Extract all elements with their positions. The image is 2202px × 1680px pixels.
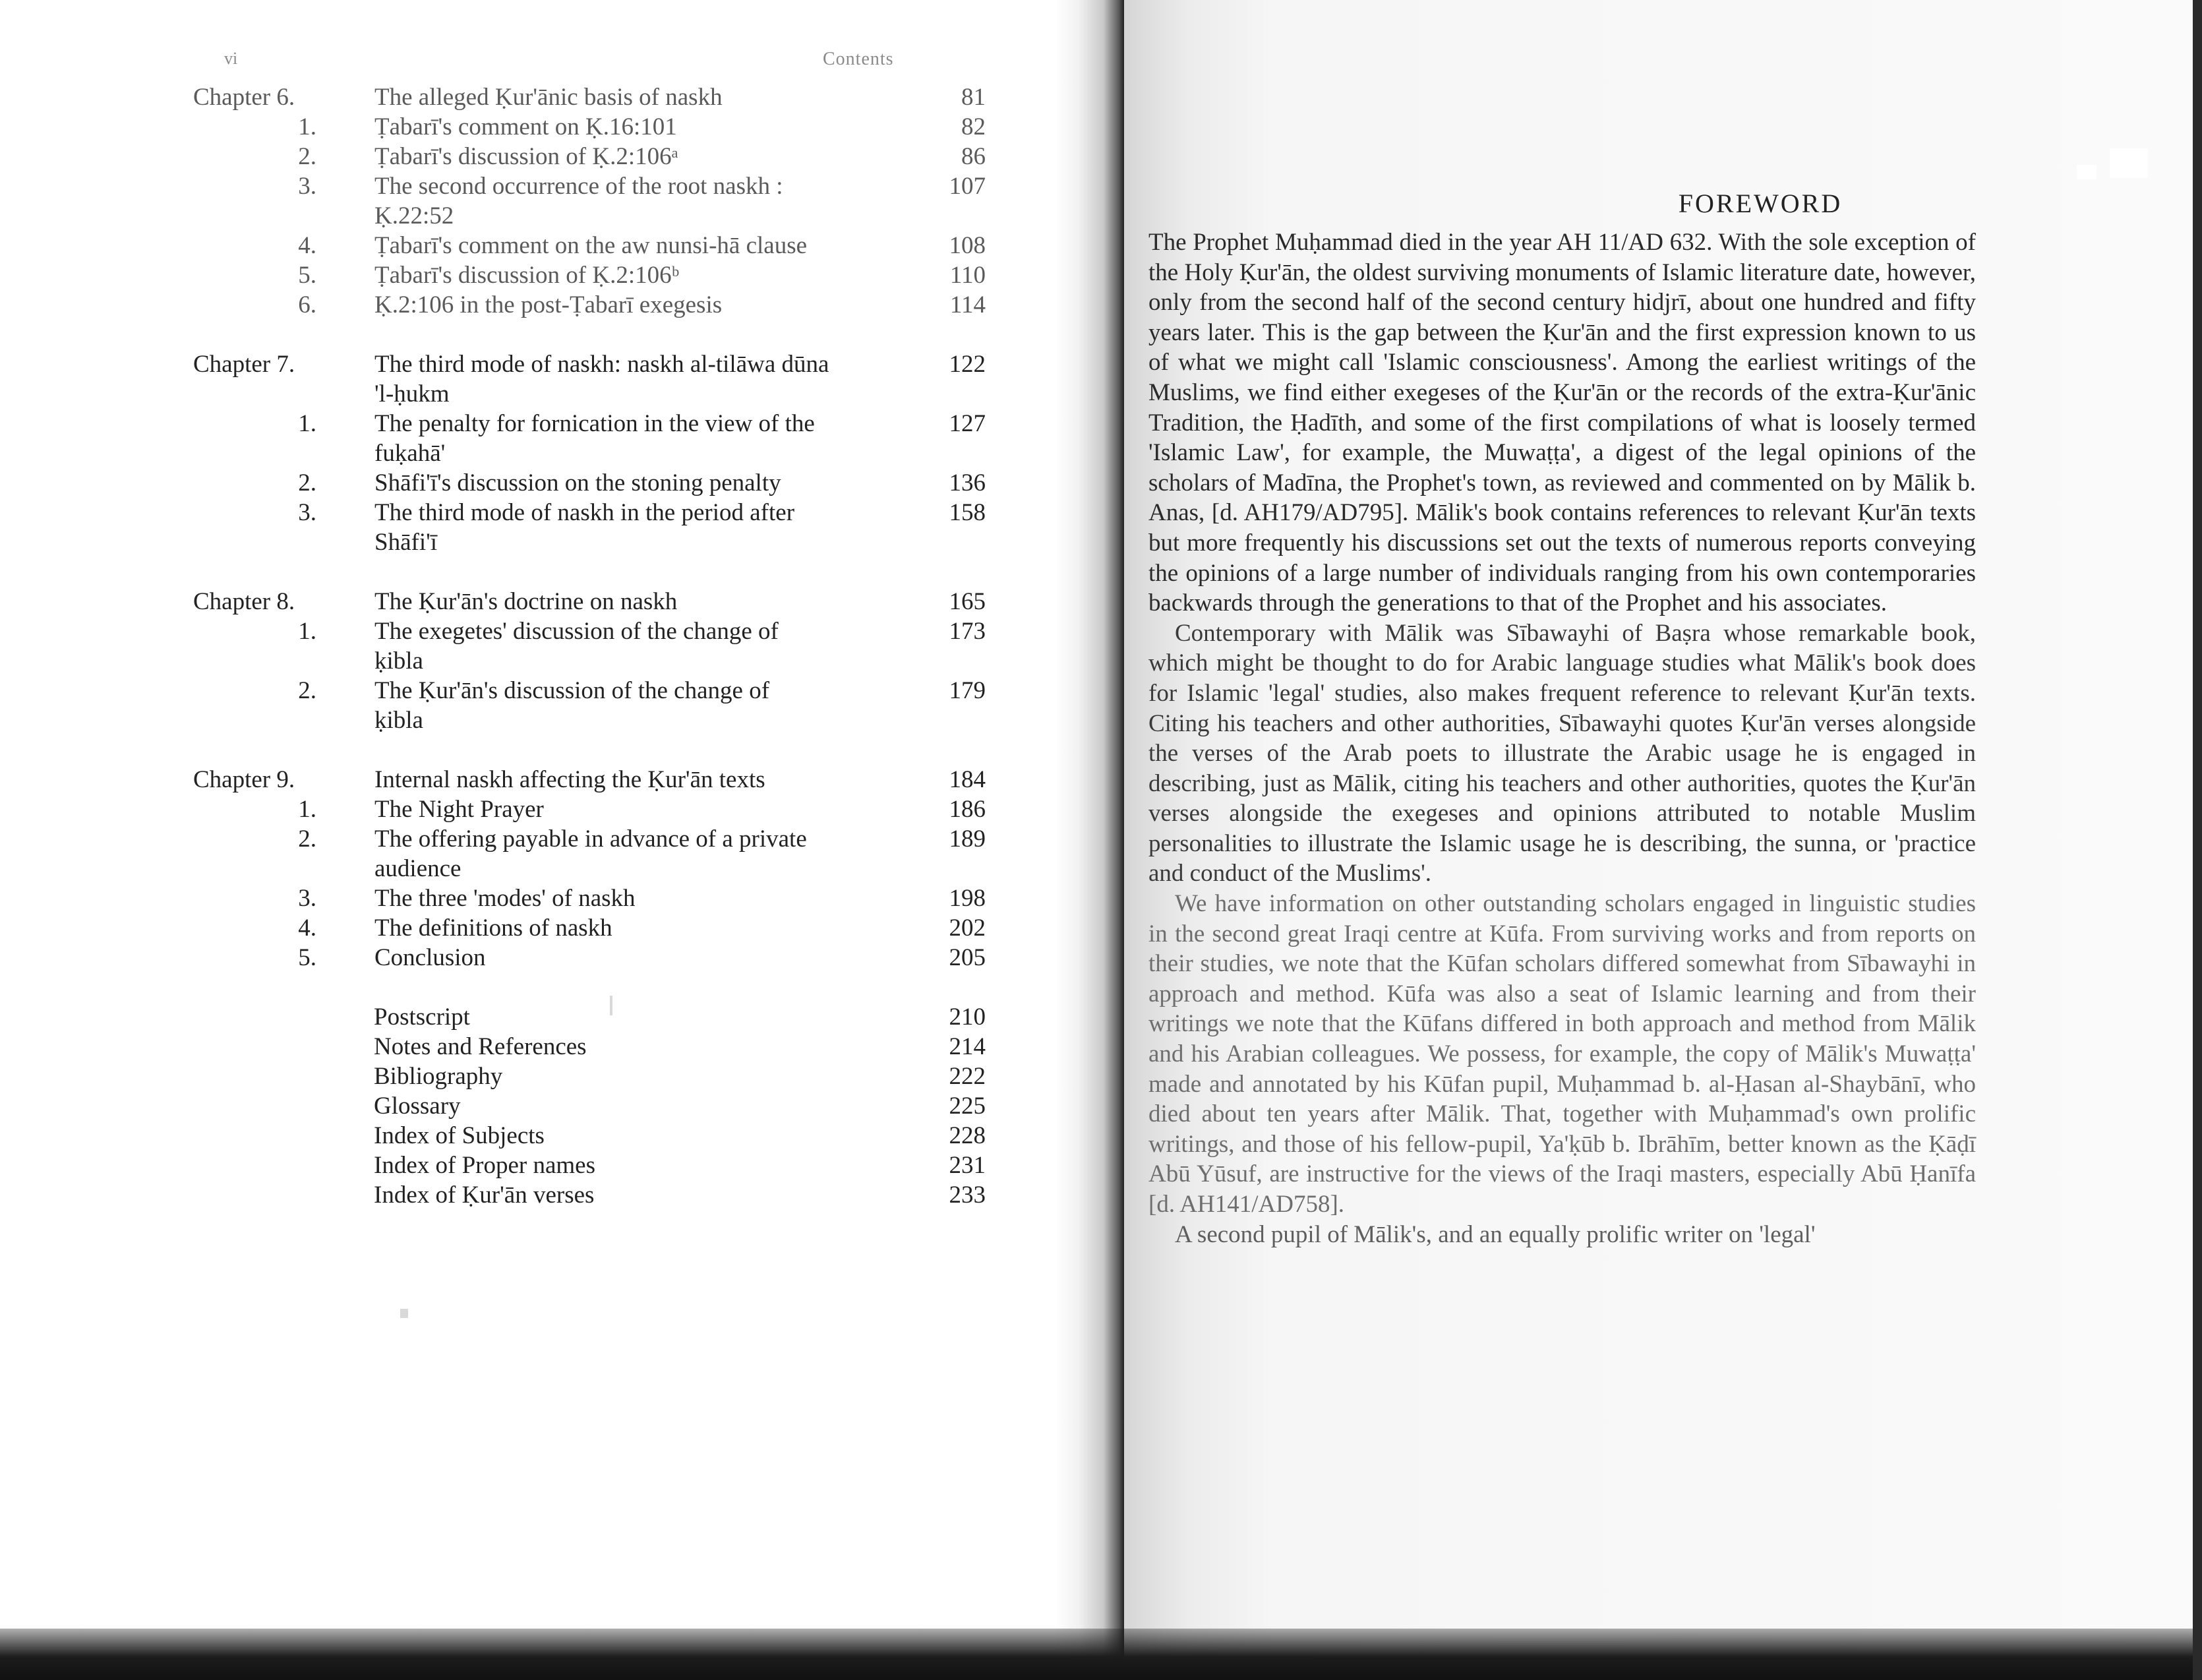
toc-section-row[interactable] — [0, 142, 1055, 171]
section-title-line1: The third mode of naskh in the period after — [374, 499, 795, 526]
section-number: 3. — [298, 885, 316, 912]
toc-chapter-9 — [0, 765, 1055, 973]
section-number: 1. — [298, 410, 316, 437]
section-number: 2. — [298, 825, 316, 853]
foreword-title: FOREWORD — [1678, 189, 1843, 218]
section-title-line1: The Ḳur'ān's discussion of the change of — [374, 677, 770, 704]
page-number: 189 — [949, 825, 986, 853]
section-number: 4. — [298, 232, 316, 259]
section-title — [374, 616, 902, 676]
right-edge — [2193, 0, 2202, 1680]
page-number: 184 — [949, 766, 986, 793]
toc-chapter-row[interactable] — [0, 587, 1055, 616]
paper-tab-mark — [2110, 148, 2148, 178]
section-number: 2. — [298, 469, 316, 496]
section-title: Ṭabarī's discussion of Ḳ.2:106ᵃ — [374, 143, 678, 170]
page-number: 107 — [949, 173, 986, 200]
section-title-line1: The second occurrence of the root naskh : — [374, 173, 783, 200]
table-of-contents — [0, 82, 1055, 1240]
chapter-label: Chapter 6. — [193, 84, 295, 111]
foreword-paragraph: A second pupil of Mālik's, and an equally prolific writer on 'legal' — [1175, 1220, 1816, 1248]
page-number: 165 — [949, 588, 986, 615]
section-number: 3. — [298, 173, 316, 200]
page-number: 205 — [949, 944, 986, 971]
chapter-title: Internal naskh affecting the Ḳur'ān texts — [374, 766, 765, 793]
page-number: 127 — [949, 410, 986, 437]
chapter-title: The Ḳur'ān's doctrine on naskh — [374, 588, 678, 615]
section-title: Ṭabarī's discussion of Ḳ.2:106ᵇ — [374, 262, 680, 289]
page-number: 108 — [949, 232, 986, 259]
section-title-line2: Shāfi'ī — [374, 529, 438, 556]
chapter-label: Chapter 9. — [193, 766, 295, 793]
toc-section-row[interactable] — [0, 616, 1055, 676]
section-number: 3. — [298, 499, 316, 526]
toc-backmatter-row[interactable] — [0, 1062, 1055, 1091]
section-title — [374, 409, 902, 468]
toc-backmatter — [0, 1002, 1055, 1210]
page-number: 114 — [949, 291, 986, 318]
section-number: 5. — [298, 944, 316, 971]
section-title-line2: ḳibla — [374, 647, 423, 675]
section-number: 1. — [298, 113, 316, 140]
foreword-paragraph: The Prophet Muḥammad died in the year AH 11/AD 632. With the sole exception of the Holy Ḳur'ān, the oldest surviving monuments of Islamic literature date, however, only from the second half of the second century hidjrī, about one hundred and fifty years later. This is the gap between the Ḳur'ān and the first expression known to us of what we might call 'Islamic consciousness'. Among the earliest writings of the Muslims, we find either exegeses of the Ḳur'ān or the records of the extra-Ḳur'ānic Tradition, the Ḥadīth, and some of the first compilations of what is loosely termed 'Islamic Law', for example, the Muwaṭṭa', a digest of the legal opinions of the scholars of Madīna, the Prophet's town, as reviewed and commented on by Mālik b. Anas, [d. AH179/AD795]. Mālik's book contains references to relevant Ḳur'ān texts but more frequently his discussions set out the texts of numerous reports conveying the opinions of a large number of individuals ranging from his own contemporaries backwards through the generations to that of the Prophet and his associates. — [1148, 229, 1976, 617]
section-number: 2. — [298, 677, 316, 704]
section-number: 2. — [298, 143, 316, 170]
toc-chapter-7 — [0, 349, 1055, 557]
chapter-label: Chapter 8. — [193, 588, 295, 615]
bottom-shadow — [0, 1629, 2202, 1680]
toc-section-row[interactable] — [0, 795, 1055, 824]
backmatter-title: Index of Ḳur'ān verses — [374, 1182, 595, 1209]
toc-chapter-row[interactable] — [0, 765, 1055, 795]
toc-section-row[interactable] — [0, 676, 1055, 735]
foreword-body — [1148, 227, 1976, 1249]
backmatter-title: Notes and References — [374, 1033, 587, 1060]
page-number: 198 — [949, 885, 986, 912]
section-title-line2: fuḳahā' — [374, 440, 446, 467]
section-title — [374, 824, 902, 884]
page-number: 233 — [949, 1182, 986, 1209]
section-number: 1. — [298, 618, 316, 645]
page-number: 179 — [949, 677, 986, 704]
chapter-title-line2: 'l-ḥukm — [374, 380, 450, 407]
page-number: 136 — [949, 469, 986, 496]
smudge — [400, 1309, 408, 1318]
page-number: 82 — [961, 113, 986, 140]
toc-backmatter-row[interactable] — [0, 1091, 1055, 1121]
page-number: 214 — [949, 1033, 986, 1060]
section-title-line1: The offering payable in advance of a private — [374, 825, 807, 853]
chapter-title: The alleged Ḳur'ānic basis of naskh — [374, 84, 723, 111]
section-number: 6. — [298, 291, 316, 318]
toc-backmatter-row[interactable] — [0, 1180, 1055, 1210]
folio-number: vi — [224, 49, 238, 68]
toc-chapter-row[interactable] — [0, 82, 1055, 112]
foreword-paragraph: We have information on other outstanding scholars engaged in linguistic studies in the second great Iraqi centre at Kūfa. From surviving works and from reports on their studies, we note that the Kūfan scholars differed somewhat from Sībawayhi in approach and method. Kūfa was also a seat of Islamic learning and from their writings we note that the Kūfans differed in both approach and method from Mālik and his Arabian colleagues. We possess, for example, the copy of Mālik's Muwaṭṭa' made and annotated by his Kūfan pupil, Muḥammad b. al-Ḥasan al-Shaybānī, who died about ten years after Mālik. That, together with Muḥammad's own prolific writings, and those of his fellow-pupil, Ya'ḳūb b. Ibrāhīm, better known as the Ḳāḍī Abū Yūsuf, are instructive for the views of the Iraqi masters, especially Abū Ḥanīfa [d. AH141/AD758]. — [1148, 890, 1976, 1218]
page-number: 222 — [949, 1063, 986, 1090]
section-number: 5. — [298, 262, 316, 289]
toc-section-row[interactable] — [0, 260, 1055, 290]
section-title: The definitions of naskh — [374, 915, 612, 942]
section-title — [374, 676, 902, 735]
running-head: Contents — [823, 49, 894, 69]
section-title — [374, 498, 902, 557]
page-number: 202 — [949, 915, 986, 942]
section-title: The Night Prayer — [374, 796, 544, 823]
foreword-paragraph: Contemporary with Mālik was Sībawayhi of Baṣra whose remarkable book, which might be thought to do for Arabic language studies what Mālik's book does for Islamic 'legal' studies, also makes frequent reference to relevant Ḳur'ān texts. Citing his teachers and other authorities, Sībawayhi quotes Ḳur'ān verses alongside the verses of the Arab poets to illustrate the Arabic usage he is engaged in describing, just as Mālik, citing his teachers and other authorities, quotes the Ḳur'ān verses alongside the exegeses and opinions attributed to notable Muslim personalities to illustrate the Islamic usage he is describing, the sunna, or 'practice and conduct of the Muslims'. — [1148, 619, 1976, 887]
section-title — [374, 171, 902, 231]
toc-chapter-6 — [0, 82, 1055, 320]
toc-chapter-row[interactable] — [0, 349, 1055, 409]
backmatter-title: Glossary — [374, 1093, 461, 1120]
page-number: 228 — [949, 1122, 986, 1149]
toc-backmatter-row[interactable] — [0, 1151, 1055, 1180]
toc-backmatter-row[interactable] — [0, 1121, 1055, 1151]
toc-section-row[interactable] — [0, 913, 1055, 943]
toc-chapter-8 — [0, 587, 1055, 735]
section-title-line2: ḳibla — [374, 707, 423, 734]
section-title: Ḳ.2:106 in the post-Ṭabarī exegesis — [374, 291, 723, 318]
chapter-title-line1: The third mode of naskh: naskh al-tilāwa dūna — [374, 351, 829, 378]
page-number: 110 — [949, 262, 986, 289]
chapter-label: Chapter 7. — [193, 351, 295, 378]
toc-section-row[interactable] — [0, 409, 1055, 468]
page-number: 186 — [949, 796, 986, 823]
page-number: 210 — [949, 1004, 986, 1031]
page-number: 158 — [949, 499, 986, 526]
toc-section-row[interactable] — [0, 884, 1055, 913]
section-title-line2: audience — [374, 855, 461, 882]
toc-section-row[interactable] — [0, 824, 1055, 884]
toc-section-row[interactable] — [0, 943, 1055, 973]
backmatter-title: Postscript — [374, 1004, 470, 1031]
section-title: Conclusion — [374, 944, 486, 971]
chapter-title — [374, 349, 902, 409]
toc-section-row[interactable] — [0, 498, 1055, 557]
backmatter-title: Index of Subjects — [374, 1122, 545, 1149]
toc-section-row[interactable] — [0, 468, 1055, 498]
page-number: 231 — [949, 1152, 986, 1179]
section-title: The three 'modes' of naskh — [374, 885, 636, 912]
section-title: Ṭabarī's comment on Ḳ.16:101 — [374, 113, 677, 140]
section-title-line1: The penalty for fornication in the view of the — [374, 410, 815, 437]
toc-section-row[interactable] — [0, 290, 1055, 320]
toc-section-row[interactable] — [0, 171, 1055, 231]
toc-section-row[interactable] — [0, 231, 1055, 260]
toc-backmatter-row[interactable] — [0, 1002, 1055, 1032]
section-title: Ṭabarī's comment on the aw nunsi-hā clause — [374, 232, 808, 259]
backmatter-title: Bibliography — [374, 1063, 503, 1090]
page-number: 173 — [949, 618, 986, 645]
paper-tab-mark-small — [2077, 165, 2097, 179]
section-title-line1: The exegetes' discussion of the change of — [374, 618, 779, 645]
toc-section-row[interactable] — [0, 112, 1055, 142]
page-number: 86 — [961, 143, 986, 170]
page-number: 225 — [949, 1093, 986, 1120]
section-number: 4. — [298, 915, 316, 942]
toc-backmatter-row[interactable] — [0, 1032, 1055, 1062]
section-title-line2: Ḳ.22:52 — [374, 202, 454, 229]
page-number: 122 — [949, 351, 986, 378]
book-gutter — [1055, 0, 1124, 1680]
section-number: 1. — [298, 796, 316, 823]
page-number: 81 — [961, 84, 986, 111]
backmatter-title: Index of Proper names — [374, 1152, 595, 1179]
section-title: Shāfi'ī's discussion on the stoning penalty — [374, 469, 781, 496]
